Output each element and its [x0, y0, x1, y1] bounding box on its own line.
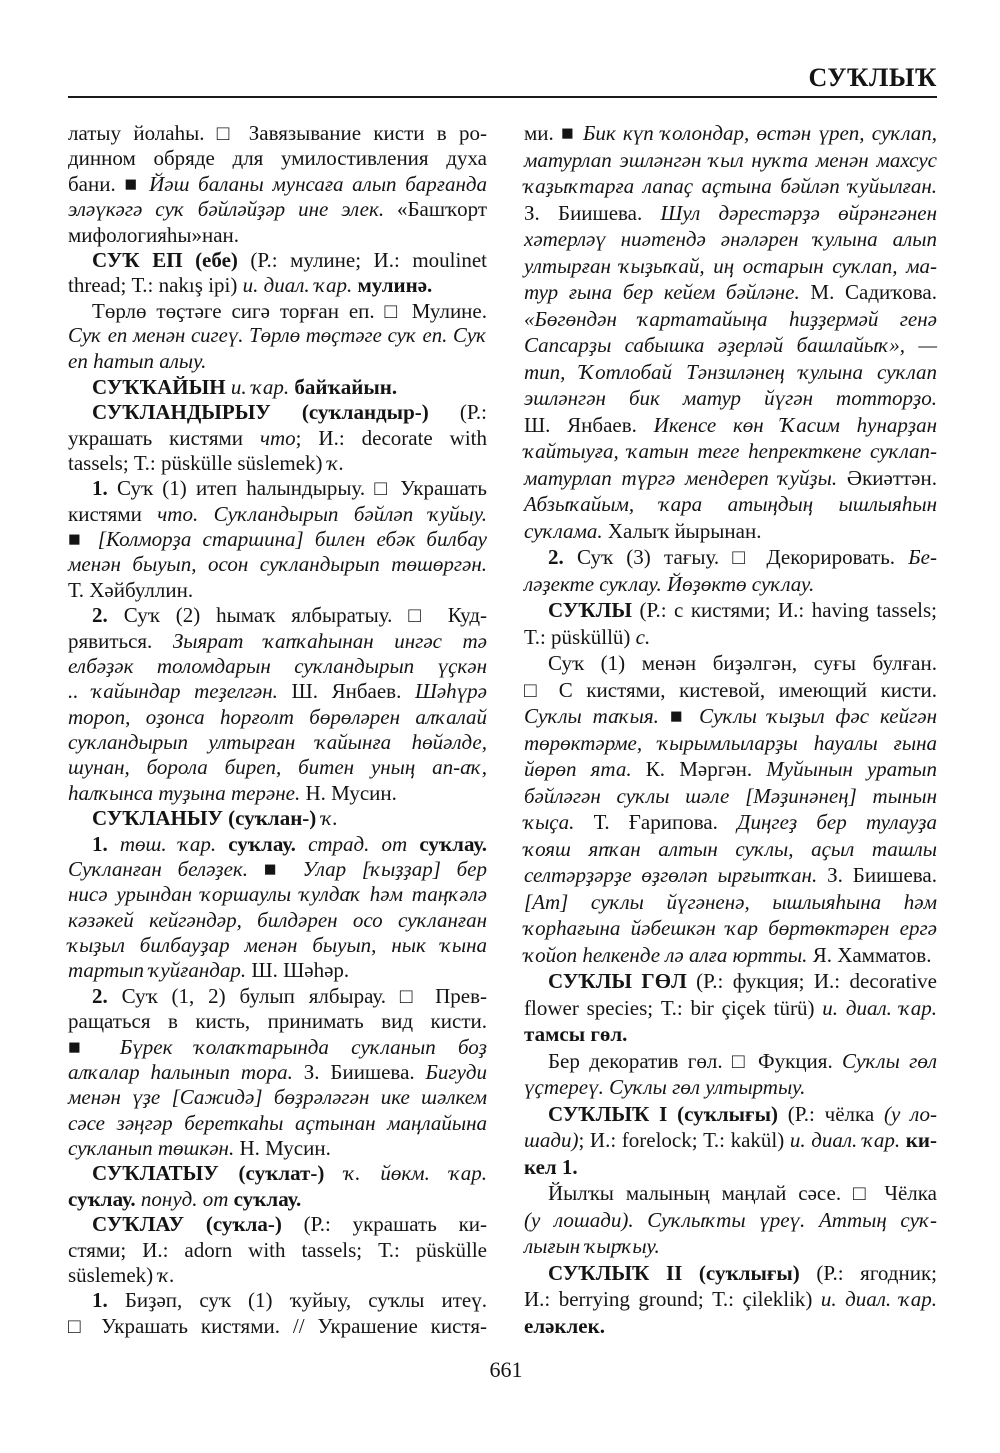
text: Биҙәп, суҡ (1) ҡуйыу, суҡлы итеү. — [107, 1288, 487, 1313]
italic-text: Зыярат ҡапҡаһынан ингәс тә — [172, 628, 487, 653]
dictionary-line — [524, 492, 937, 517]
running-head: СУҠЛЫҠ — [808, 63, 937, 92]
bold-text: кел 1. — [524, 1154, 578, 1179]
bold-text: 2. — [92, 983, 108, 1008]
text: (Р.: украшать ки- — [281, 1212, 488, 1237]
dictionary-line — [524, 148, 937, 173]
dictionary-line — [524, 863, 937, 888]
italic-text: (у ло- — [884, 1101, 937, 1126]
italic-text: ләҙекте суҡлау. Йөҙөктө суҡлау. — [524, 571, 815, 596]
italic-text: «Бөгөндән ҡартатайыңа һиҙҙермәй генә — [524, 306, 937, 331]
text: мифологияһы»нан. — [68, 222, 240, 247]
italic-text: ҡойоп һелкенде лә алға юртты. — [524, 942, 808, 967]
bold-text: тамсы гөл. — [524, 1022, 628, 1046]
italic-text: ҡ. йөкм. ҡар. — [344, 1161, 487, 1186]
text: Әкиәттән. — [837, 465, 937, 490]
dictionary-line — [68, 375, 487, 400]
italic-text: ҡыҙыл билбауҙар менән быуып, нык ҡына — [68, 933, 487, 957]
dictionary-line — [524, 598, 937, 623]
dictionary-line — [68, 984, 487, 1009]
italic-text: менән үҙе [Сажидә] бөҙрәләгән ике шәлкем — [68, 1085, 487, 1110]
italic-text: ҡаҙыҡтарға лапаҫ аҫтына бәйләп ҡуйылған. — [524, 174, 937, 198]
dictionary-line — [68, 1212, 487, 1237]
dictionary-line — [68, 299, 487, 324]
dictionary-line — [68, 1161, 487, 1186]
italic-text: нисә урындан ҡоршаулы ҡулдаҡ һәм таңҡәлә — [68, 882, 487, 907]
dictionary-line — [524, 1261, 937, 1286]
dictionary-line — [524, 519, 937, 544]
dictionary-line — [524, 916, 937, 941]
dictionary-line — [524, 1102, 937, 1127]
text: Т. Хәйбуллин. — [68, 577, 194, 602]
dictionary-line — [68, 476, 487, 501]
text: латыу йолаһы. □ Завязывание кисти в ро- — [68, 121, 487, 145]
dictionary-line — [524, 254, 937, 279]
dictionary-line — [524, 757, 937, 782]
italic-text: суҡлама. — [524, 518, 603, 543]
dictionary-line — [524, 996, 937, 1021]
italic-text: йөрөп ята. — [524, 757, 632, 781]
bold-text: 2. — [92, 603, 108, 628]
italic-text: ҡояш япҡан алтын суҡлы, аҫыл ташлы — [524, 836, 937, 861]
bold-text: СУҠҠАЙЫН — [92, 374, 226, 399]
italic-text: Бигуди — [425, 1059, 487, 1084]
page-number: 661 — [489, 1357, 523, 1382]
dictionary-line — [524, 890, 937, 915]
italic-text: кәзәкей кейгәндәр, билдәрен осо суҡланған — [68, 907, 487, 932]
dictionary-line — [524, 333, 937, 358]
dictionary-line — [524, 1155, 937, 1180]
italic-text: Бе- — [908, 545, 937, 569]
text: Халыҡ йырынан. — [602, 518, 762, 543]
text: З. Биишева. — [292, 1059, 426, 1084]
text: бани. ■ — [68, 171, 150, 196]
dictionary-line — [68, 172, 487, 197]
text: Т.: püsküllü) — [524, 624, 636, 649]
italic-text: и. диал. ҡар. — [789, 1128, 901, 1152]
text: tassels; Т.: püskülle süslemek) — [68, 450, 328, 475]
italic-text: үҫтереү. Суҡлы гөл ултыртыу. — [524, 1075, 806, 1099]
italic-text: суҡландырып ултырған ҡайынға һөйәлде, — [68, 730, 487, 754]
text: □ Украшать кистями. // Украшение кистя- — [68, 1313, 487, 1338]
text: □ С кистями, кистевой, имеющий кисти. — [524, 677, 937, 702]
dictionary-line — [524, 969, 937, 994]
dictionary-line — [524, 678, 937, 703]
dictionary-line — [524, 121, 937, 146]
italic-text: ҡорһағына йәбешкән ҡар бөртөктәрен ергә — [524, 916, 937, 940]
dictionary-line — [68, 730, 487, 755]
dictionary-line — [68, 1288, 487, 1313]
dictionary-line — [68, 1060, 487, 1085]
italic-text: менән быуып, осон суҡландырып төшөргән. — [68, 552, 487, 577]
text: ; И.: decorate with — [295, 425, 488, 450]
dictionary-line — [524, 439, 937, 464]
italic-text: хәтерләү ниәтендә әнәләрен ҡулына алып — [524, 227, 937, 251]
dictionary-line — [68, 1085, 487, 1110]
bold-text: суҡлау. — [233, 1186, 302, 1211]
italic-text: Бик күп ҡолондар, өстән үреп, суҡлап, — [582, 121, 937, 145]
dictionary-line — [524, 784, 937, 809]
dictionary-line — [68, 324, 487, 349]
text: динном обряде для умилостивления духа — [68, 146, 487, 171]
dictionary-line — [68, 755, 487, 780]
italic-text: страд. от — [308, 831, 408, 856]
text: Бер декоратив гөл. □ Фукция. — [548, 1048, 843, 1073]
italic-text: селтәрҙәрҙе өҙгөләп ырғытҡан. — [524, 863, 818, 887]
text: Суҡ (2) һымаҡ ялбыратыу. □ Куд- — [107, 603, 487, 628]
left-column — [68, 121, 487, 1339]
italic-text: суҡланып төшкән. — [68, 1136, 235, 1160]
dictionary-line — [524, 810, 937, 835]
italic-text: Суҡланған беләҙек. — [68, 856, 248, 881]
bold-text: СУҠЛЫҠ I (суҡлығы) — [548, 1101, 778, 1126]
italic-text: һалҡынса туҙына терәне. — [68, 780, 301, 805]
dictionary-line — [68, 273, 487, 298]
dictionary-line — [68, 502, 487, 527]
dictionary-line — [68, 349, 487, 374]
bold-text: СУҠЛЫҠ II (суҡлығы) — [548, 1260, 800, 1285]
italic-text: ҡыҫа. — [524, 810, 575, 834]
text: ■ — [68, 1034, 120, 1059]
italic-text: Муйынын уратып — [766, 757, 937, 781]
text: украшать кистями — [68, 425, 260, 450]
dictionary-line — [68, 552, 487, 577]
dictionary-line — [68, 146, 487, 171]
italic-text: [Колморҙа старшина] билен ебәк билбау — [97, 527, 487, 551]
italic-text: ултырған ҡыҙыҡай, иң остарын суҡлап, ма- — [524, 253, 937, 278]
dictionary-line — [524, 413, 937, 438]
italic-text: алҡалар һалынып тора. — [68, 1059, 293, 1084]
text: (Р.: ягодник; — [799, 1260, 937, 1285]
italic-text: елбәҙәк толомдарын суҡландырып үҫкән — [68, 653, 487, 678]
text: М. Садиҡова. — [799, 280, 938, 304]
dictionary-line — [524, 1049, 937, 1074]
text: (Р.: — [428, 400, 487, 425]
text: «Башҡорт — [384, 197, 487, 222]
italic-text: Суҡлы гөл — [842, 1048, 937, 1073]
dictionary-line — [524, 731, 937, 756]
dictionary-line — [524, 466, 937, 491]
dictionary-line — [68, 832, 487, 857]
dictionary-line — [68, 1314, 487, 1339]
dictionary-line — [68, 1263, 487, 1288]
dictionary-line — [68, 400, 487, 425]
dictionary-line — [524, 174, 937, 199]
italic-text: төрөктәрме, ҡырымлыларҙы һауалы ғына — [524, 730, 937, 755]
text: (Р.: фукция; И.: decorative — [686, 969, 937, 993]
dictionary-line — [68, 1136, 487, 1161]
bold-text: СУҠЛАУ (суҡла-) — [92, 1212, 282, 1237]
text: Суҡ (1) итеп һалындырыу. □ Украшать — [107, 476, 487, 501]
italic-text: матурлап эшләнгән ҡыл нуҡта менән махсус — [524, 147, 937, 172]
bold-text: СУҠЛЫ ГӨЛ — [548, 969, 687, 993]
text: (Р.: с кистями; И.: having tassels; — [631, 598, 937, 622]
dictionary-line — [524, 1234, 937, 1259]
text — [407, 832, 419, 856]
bold-text: СУҠЛАНДЫРЫУ (суҡландыр-) — [92, 400, 429, 425]
text: Суҡ (3) тағыу. □ Декорировать. — [563, 545, 909, 569]
italic-text: эләүкәгә суҡ бәйләйҙәр ине элек. — [68, 197, 385, 222]
italic-text: ҡ. — [327, 450, 345, 475]
dictionary-line — [68, 654, 487, 679]
text: К. Мәргән. — [631, 757, 767, 781]
dictionary-line — [68, 933, 487, 958]
italic-text: и. диал. ҡар. — [820, 1287, 937, 1311]
text: И.: berrying ground; Т.: çileklik) — [524, 1287, 821, 1311]
text: Н. Мусин. — [300, 780, 397, 805]
text: ; И.: forelock; Т.: kakül) — [578, 1128, 790, 1152]
dictionary-line — [524, 386, 937, 411]
bold-text: ки- — [905, 1128, 937, 1152]
bold-text: суҡлау. — [68, 1186, 136, 1211]
italic-text: төш. ҡар. — [119, 831, 217, 856]
dictionary-line — [68, 882, 487, 907]
italic-text: и. ҡар. — [230, 374, 290, 399]
dictionary-line — [68, 197, 487, 222]
dictionary-line — [68, 908, 487, 933]
italic-text: бәйләгән суҡлы шәле [Мәҙинәнең] тынын — [524, 783, 937, 808]
italic-text: эшләнгән бик матур йүгән тотторҙо. — [524, 386, 937, 410]
bold-text: мулинә. — [357, 273, 433, 298]
dictionary-line — [524, 1314, 937, 1339]
italic-text: Шул дәрестәрҙә өйрәнгәнен — [660, 200, 937, 225]
dictionary-line — [68, 1035, 487, 1060]
text: Суҡ (1, 2) булып ялбырау. □ Прев- — [107, 983, 487, 1008]
italic-text: тип, Ҡотлобай Тәнзиләнең ҡулына суҡлап — [524, 359, 937, 384]
italic-text: Суҡлы ҡыҙыл фәс кейгән — [699, 704, 938, 728]
italic-text: и. диал. ҡар. — [242, 273, 353, 298]
italic-text: Сапсарҙы сабышка әҙерләй башлайыҡ», — — [524, 333, 937, 357]
text: Ш. Шәһәр. — [246, 958, 350, 983]
dictionary-line — [524, 201, 937, 226]
dictionary-line — [68, 1111, 487, 1136]
dictionary-line — [68, 629, 487, 654]
dictionary-line — [68, 781, 487, 806]
dictionary-line — [524, 704, 937, 729]
dictionary-line — [524, 572, 937, 597]
italic-text: и. диал. ҡар. — [822, 995, 937, 1020]
italic-text: .. ҡайындар теҙелгән. — [68, 679, 278, 704]
dictionary-line — [524, 545, 937, 570]
italic-text: ҡ. — [321, 806, 338, 831]
bold-text: СУҠЛАНЫУ (суҡлан-) — [92, 806, 317, 831]
italic-text: тороп, оҙонса һорғолт бөрөләрен алҡалай — [68, 704, 487, 729]
italic-text: [Ат] суҡлы йүгәненә, ышлыяһына һәм — [524, 889, 937, 914]
text: Ш. Янбаев. — [277, 679, 415, 704]
italic-text: что. Суҡландырып бәйләп ҡуйыу. — [157, 501, 487, 526]
text: ■ — [248, 856, 303, 881]
italic-text: Икенсе көн Ҡасим һунарҙан — [653, 412, 938, 437]
italic-text: матурлап түргә мендереп ҡуйҙы. — [524, 465, 838, 490]
dictionary-line — [68, 603, 487, 628]
header-rule — [68, 96, 937, 98]
dictionary-line — [68, 426, 487, 451]
text: ■ — [68, 527, 98, 551]
dictionary-line — [68, 1238, 487, 1263]
dictionary-line — [524, 837, 937, 862]
dictionary-line — [524, 1128, 937, 1153]
dictionary-line — [68, 451, 487, 476]
italic-text: что — [259, 425, 296, 450]
text: ■ — [658, 704, 700, 728]
dictionary-line — [524, 1181, 937, 1206]
text: Т. Ғарипова. — [574, 810, 738, 834]
text: З. Биишева. — [524, 200, 661, 225]
italic-text: Бүрек ҡолаҡтарында суҡланып боҙ — [119, 1034, 488, 1059]
text — [296, 832, 308, 856]
text — [216, 832, 228, 856]
bold-text: 1. — [92, 1288, 108, 1313]
italic-text: понуд. от — [140, 1186, 229, 1211]
text: ращаться в кисть, принимать вид кисти. — [68, 1009, 487, 1034]
dictionary-line — [524, 360, 937, 385]
text: Төрлө төҫтәге сигә торған еп. □ Мулине. — [92, 298, 487, 323]
dictionary-line — [524, 651, 937, 676]
text — [324, 1161, 344, 1185]
dictionary-line — [68, 857, 487, 882]
text: стями; И.: adorn with tassels; Т.: püskülle — [68, 1237, 487, 1262]
italic-text: Йәш баланы мунсаға алып барғанда — [149, 171, 487, 196]
italic-text: тартып ҡуйғандар. — [68, 958, 247, 983]
text: З. Биишева. — [817, 863, 937, 887]
text: кистями — [68, 501, 158, 526]
text: рявиться. — [68, 628, 173, 653]
italic-text: Улар [ҡыҙҙар] бер — [302, 856, 487, 881]
text: Суҡ (1) менән биҙәлгән, суғы булған. — [548, 651, 937, 675]
bold-text: суҡлау. — [228, 831, 296, 856]
text: Ш. Янбаев. — [524, 412, 654, 437]
dictionary-line — [524, 227, 937, 252]
dictionary-line — [524, 1287, 937, 1312]
italic-text: шади) — [524, 1128, 579, 1152]
dictionary-line — [68, 578, 487, 603]
dictionary-line — [68, 958, 487, 983]
italic-text: Диңгеҙ бер тулауҙа — [737, 810, 938, 834]
bold-text: СУҠЛЫ — [548, 598, 632, 622]
text — [108, 832, 120, 856]
dictionary-line — [68, 223, 487, 248]
right-column — [524, 121, 937, 1339]
dictionary-line — [524, 280, 937, 305]
dictionary-line — [68, 121, 487, 146]
italic-text: сәсе зәңгәр береткаһы аҫтынан маңлайына — [68, 1110, 487, 1135]
italic-text: тур ғына бер кейем бәйләне. — [524, 280, 800, 304]
italic-text: Суҡлы таҡыя. — [524, 704, 659, 728]
bold-text: СУҠ ЕП (ебе) — [92, 247, 238, 272]
dictionary-line — [524, 1208, 937, 1233]
dictionary-line — [68, 527, 487, 552]
italic-text: (у лошади). Суҡлыҡты үреү. Аттың суҡ- — [524, 1207, 937, 1232]
italic-text: еп һатып алыу. — [68, 349, 207, 374]
italic-text: с. — [635, 624, 651, 649]
italic-text: Шәһүрә — [414, 679, 487, 704]
italic-text: лығын ҡырҡыу. — [524, 1234, 660, 1258]
bold-text: 2. — [548, 545, 564, 569]
text: thread; Т.: nakış ipi) — [68, 273, 243, 298]
dictionary-line — [68, 1187, 487, 1212]
italic-text: Суҡ еп менән сигеү. Төрлө төҫтәге суҡ еп. Суҡ — [68, 325, 487, 347]
bold-text: еләклек. — [524, 1313, 605, 1338]
text: (Р.: чёлка — [777, 1101, 884, 1126]
italic-text: ҡ. — [158, 1262, 175, 1287]
bold-text: байҡайын. — [294, 374, 398, 399]
bold-text: СУҠЛАТЫУ (суҡлат-) — [92, 1161, 325, 1186]
dictionary-line — [524, 943, 937, 968]
bold-text: 1. — [92, 831, 108, 856]
dictionary-line — [524, 625, 937, 650]
dictionary-line — [524, 307, 937, 332]
dictionary-line — [68, 806, 487, 831]
italic-text: шунан, борола биреп, битен уның ап-аҡ, — [68, 755, 487, 780]
text: flower species; Т.: bir çiçek türü) — [524, 995, 823, 1020]
dictionary-line — [68, 1009, 487, 1034]
text: ми. ■ — [524, 121, 583, 145]
italic-text: ҡайтыуға, ҡатын теге һепректкене суҡлап- — [524, 439, 937, 463]
bold-text: 1. — [92, 476, 108, 501]
text: Я. Хамматов. — [807, 942, 932, 967]
dictionary-line — [524, 1075, 937, 1100]
text: süslemek) — [68, 1262, 159, 1287]
text: (Р.: мулине; И.: moulinet — [237, 247, 487, 272]
dictionary-line — [68, 705, 487, 730]
text: Йылҡы малының маңлай сәсе. □ Чёлка — [548, 1181, 937, 1205]
dictionary-line — [68, 679, 487, 704]
bold-text: суҡлау. — [419, 831, 488, 856]
dictionary-line — [68, 248, 487, 273]
text: Н. Мусин. — [234, 1136, 331, 1160]
italic-text: Абзыҡайым, ҡара атыңдың ышлыяһын — [524, 492, 937, 516]
dictionary-line — [524, 1022, 937, 1047]
